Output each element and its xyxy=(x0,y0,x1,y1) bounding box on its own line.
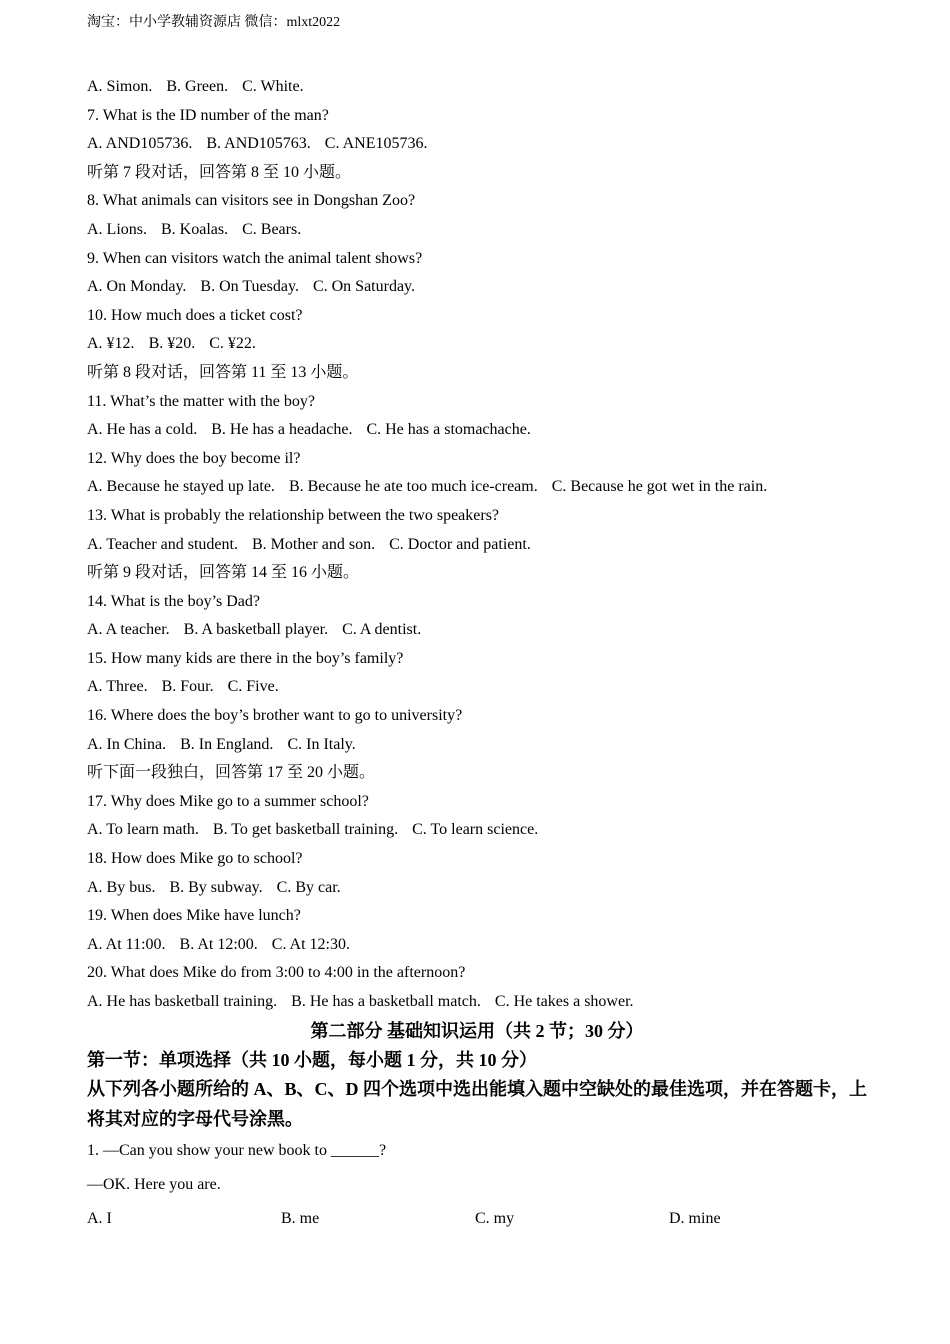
question-1-response: —OK. Here you are. xyxy=(87,1176,221,1194)
question-line: 9. When can visitors watch the animal talent shows? xyxy=(87,249,423,267)
question-line: 听第 8 段对话，回答第 11 至 13 小题。 xyxy=(87,363,359,381)
answer-option: B. By subway. xyxy=(169,878,263,896)
answer-options xyxy=(87,988,867,1017)
answer-option: C. White. xyxy=(242,78,304,95)
answer-option: C. Bears. xyxy=(242,220,302,238)
answer-options xyxy=(87,416,867,445)
answer-options xyxy=(87,616,867,645)
answer-option: B. Four. xyxy=(161,678,214,696)
answer-option: C. At 12:30. xyxy=(271,935,350,953)
answer-option: B. In England. xyxy=(180,735,274,753)
answer-option: B. He has a basketball match. xyxy=(291,993,481,1010)
answer-option: C. By car. xyxy=(276,878,341,896)
listening-questions xyxy=(87,73,867,1017)
answer-option: C. Because he got wet in the rain. xyxy=(551,478,768,496)
option-d: D. mine xyxy=(669,1210,721,1228)
answer-options xyxy=(87,874,867,903)
answer-option: A. AND105736. xyxy=(87,135,193,153)
answer-options xyxy=(87,473,867,502)
option-a: A. I xyxy=(87,1210,112,1228)
option-c: C. my xyxy=(475,1210,515,1228)
question-line: 听第 7 段对话，回答第 8 至 10 小题。 xyxy=(87,163,352,181)
answer-option: A. ¥12. xyxy=(87,335,135,353)
section-instruction: 从下列各小题所给的 A、B、C、D 四个选项中选出能填入题中空缺处的最佳选项，并在答题卡，上将其对应的字母代号涂黑。 xyxy=(87,1079,867,1129)
answer-options xyxy=(87,816,867,845)
answer-option: C. He takes a shower. xyxy=(494,993,634,1010)
answer-option: A. On Monday. xyxy=(87,278,187,296)
answer-option: A. He has basketball training. xyxy=(87,993,278,1010)
answer-option: A. By bus. xyxy=(87,878,156,896)
answer-option: C. In Italy. xyxy=(287,735,356,753)
answer-option: A. In China. xyxy=(87,735,167,753)
answer-option: A. Teacher and student. xyxy=(87,535,238,553)
answer-option: B. To get basketball training. xyxy=(212,821,399,839)
answer-option: C. ANE105736. xyxy=(324,135,428,153)
question-line: 7. What is the ID number of the man? xyxy=(87,106,329,124)
question-line: 11. What’s the matter with the boy? xyxy=(87,392,315,410)
answer-option: C. Five. xyxy=(227,678,279,696)
question-line: 16. Where does the boy’s brother want to go to university? xyxy=(87,707,463,725)
answer-option: B. He has a headache. xyxy=(211,421,353,439)
answer-options xyxy=(87,73,867,102)
question-line: 10. How much does a ticket cost? xyxy=(87,306,303,324)
question-line: 听第 9 段对话，回答第 14 至 16 小题。 xyxy=(87,564,360,582)
question-line: 14. What is the boy’s Dad? xyxy=(87,592,261,610)
answer-option: B. At 12:00. xyxy=(179,935,258,953)
answer-option: B. ¥20. xyxy=(148,335,196,353)
question-line: 18. How does Mike go to school? xyxy=(87,850,303,868)
document-body xyxy=(87,73,867,1236)
answer-option: C. Doctor and patient. xyxy=(389,535,531,553)
answer-option: B. Green. xyxy=(166,78,229,95)
answer-option: B. Because he ate too much ice-cream. xyxy=(288,478,538,496)
question-line: 13. What is probably the relationship between the two speakers? xyxy=(87,506,500,524)
answer-options xyxy=(87,931,867,960)
question-1-options xyxy=(87,1202,867,1236)
answer-option: A. Because he stayed up late. xyxy=(87,478,275,496)
question-line: 12. Why does the boy become il? xyxy=(87,449,301,467)
answer-option: B. Koalas. xyxy=(161,220,229,238)
answer-option: B. AND105763. xyxy=(206,135,311,153)
answer-option: B. Mother and son. xyxy=(251,535,376,553)
answer-options xyxy=(87,531,867,560)
question-1-prompt: 1. —Can you show your new book to ______? xyxy=(87,1142,387,1160)
answer-options xyxy=(87,330,867,359)
answer-options xyxy=(87,273,867,302)
answer-option: C. To learn science. xyxy=(412,821,539,839)
answer-option: A. To learn math. xyxy=(87,821,199,839)
question-line: 15. How many kids are there in the boy’s family? xyxy=(87,649,404,667)
answer-options xyxy=(87,731,867,760)
question-line: 19. When does Mike have lunch? xyxy=(87,907,301,925)
answer-option: B. A basketball player. xyxy=(183,621,329,639)
answer-options xyxy=(87,673,867,702)
answer-option: A. Three. xyxy=(87,678,148,696)
question-line: 8. What animals can visitors see in Dongshan Zoo? xyxy=(87,192,416,210)
answer-option: C. ¥22. xyxy=(209,335,256,353)
answer-option: A. A teacher. xyxy=(87,621,170,639)
answer-option: C. A dentist. xyxy=(342,621,422,639)
answer-option: A. At 11:00. xyxy=(87,935,166,953)
answer-options xyxy=(87,130,867,159)
page-header: 淘宝：中小学教辅资源店 微信：mlxt2022 xyxy=(87,15,341,30)
part-two-title: 第二部分 基础知识运用（共 2 节；30 分） xyxy=(310,1020,644,1041)
option-b: B. me xyxy=(281,1210,320,1228)
answer-option: A. Simon. xyxy=(87,78,153,95)
answer-option: C. On Saturday. xyxy=(312,278,416,296)
question-line: 17. Why does Mike go to a summer school? xyxy=(87,792,369,810)
answer-option: A. He has a cold. xyxy=(87,421,198,439)
answer-option: B. On Tuesday. xyxy=(200,278,299,296)
question-line: 听下面一段独白，回答第 17 至 20 小题。 xyxy=(87,764,376,782)
answer-options xyxy=(87,216,867,245)
question-line: 20. What does Mike do from 3:00 to 4:00 in the afternoon? xyxy=(87,964,466,982)
section-one-title: 第一节：单项选择（共 10 小题，每小题 1 分，共 10 分） xyxy=(87,1049,537,1070)
answer-option: C. He has a stomachache. xyxy=(366,421,531,439)
answer-option: A. Lions. xyxy=(87,220,147,238)
